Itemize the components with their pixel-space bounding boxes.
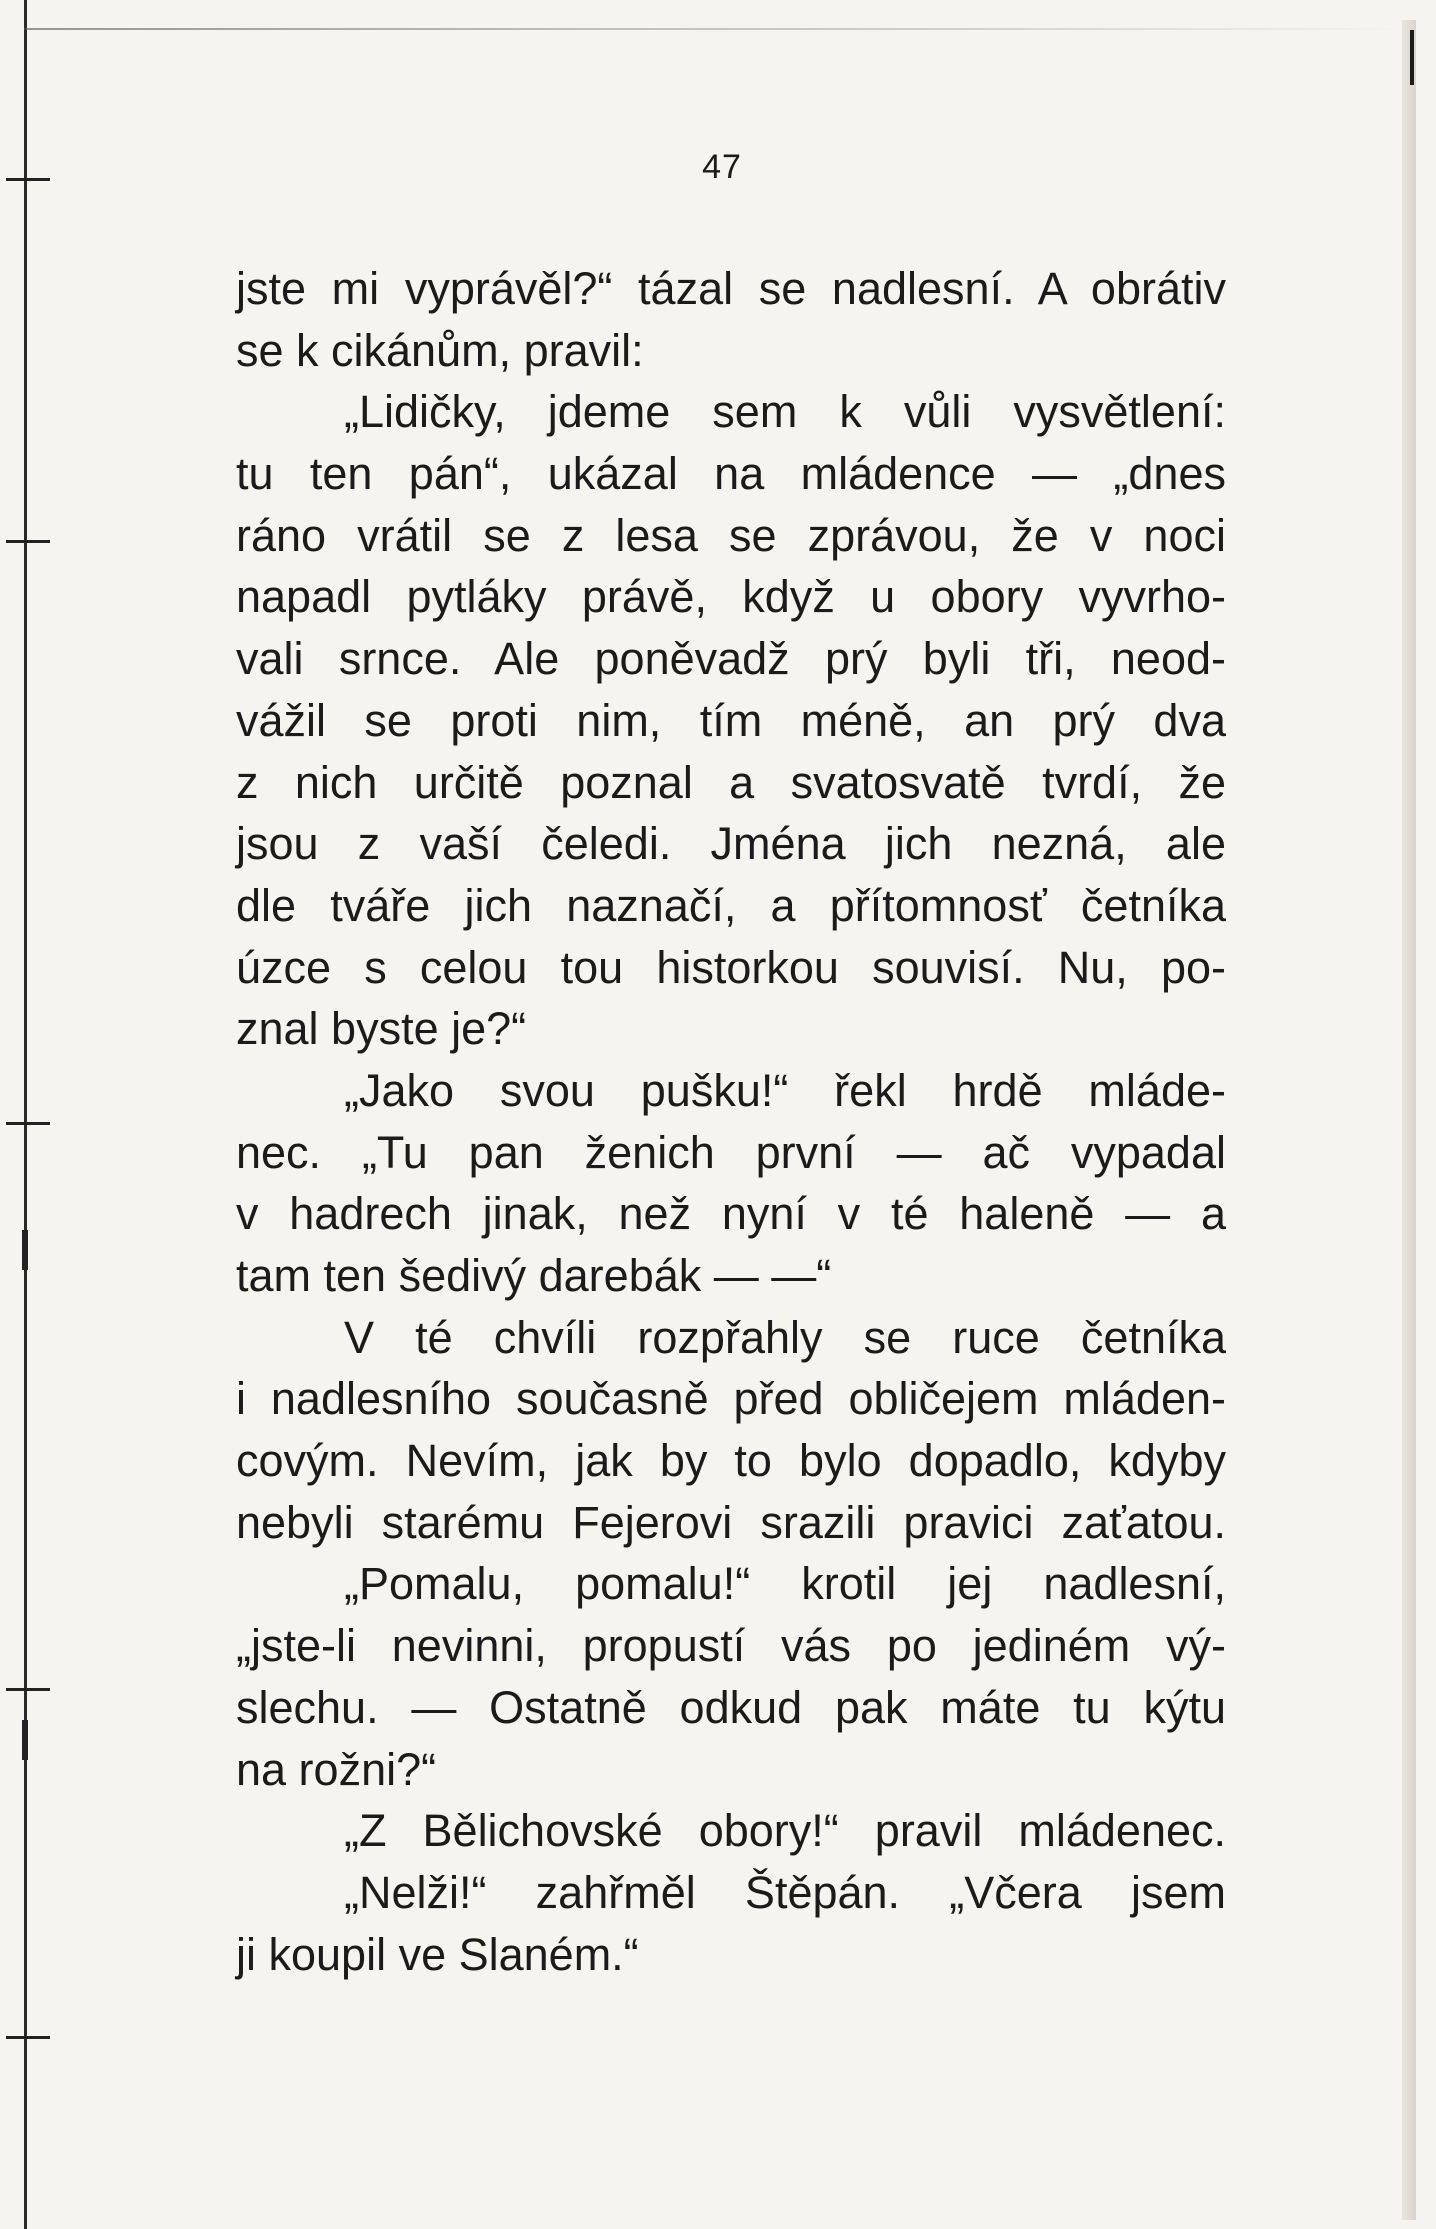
text-line: ráno vrátil se z lesa se zprávou, že v noci [236,509,1226,561]
text-line: jsou z vaší čeledi. Jména jich nezná, ale [236,818,1226,870]
text-line: v hadrech jinak, než nyní v té haleně — a [236,1188,1226,1240]
text-line: V té chvíli rozpřahly se ruce četníka [344,1311,1226,1363]
text-line: nec. „Tu pan ženich první — ač vypadal [236,1126,1226,1178]
text-line: napadl pytláky právě, když u obory vyvrho- [236,571,1226,623]
binding-mark [6,2036,50,2039]
text-line: se k cikánům, pravil: [236,324,644,376]
page-top-edge [24,28,1404,30]
text-line: vali srnce. Ale poněvadž prý byli tři, neod- [236,633,1226,685]
text-line: nebyli starému Fejerovi srazili pravici zaťatou. [236,1496,1226,1548]
text-line: „Jako svou pušku!“ řekl hrdě mláde- [344,1064,1226,1116]
text-line: i nadlesního současně před obličejem mláden- [236,1373,1226,1425]
body-text [236,258,1226,1985]
text-line: tam ten šedivý darebák — —“ [236,1250,832,1301]
text-line: z nich určitě poznal a svatosvatě tvrdí, že [236,756,1226,808]
text-line: slechu. — Ostatně odkud pak máte tu kýtu [236,1681,1226,1733]
text-line: „Z Bělichovské obory!“ pravil mládenec. [344,1805,1226,1857]
text-line: vážil se proti nim, tím méně, an prý dva [236,694,1226,746]
text-line: „Lidičky, jdeme sem k vůli vysvětlení: [344,386,1226,438]
page-number: 47 [702,148,742,186]
page-right-edge [1402,20,1416,2220]
text-line: jste mi vyprávěl?“ tázal se nadlesní. A obrátiv [236,263,1226,314]
binding-mark [22,1720,28,1760]
binding-mark [6,1122,50,1125]
text-line: tu ten pán“, ukázal na mládence — „dnes [236,448,1226,500]
page-left-edge [24,0,27,2229]
page-right-edge-mark [1410,30,1414,85]
text-line: úzce s celou tou historkou souvisí. Nu, po- [236,941,1226,993]
binding-mark [6,1688,50,1691]
text-line: „Pomalu, pomalu!“ krotil jej nadlesní, [344,1558,1226,1610]
text-line: „Nelži!“ zahřměl Štěpán. „Včera jsem [344,1866,1226,1918]
text-line: „jste-li nevinni, propustí vás po jediném vý- [236,1620,1226,1672]
text-line: dle tváře jich naznačí, a přítomnosť četníka [236,879,1226,931]
text-line: ji koupil ve Slaném.“ [236,1928,639,1980]
binding-mark [22,1230,28,1270]
binding-mark [6,540,50,543]
text-line: covým. Nevím, jak by to bylo dopadlo, kdyby [236,1435,1226,1487]
text-line: na rožni?“ [236,1743,437,1795]
text-line: znal byste je?“ [236,1003,527,1055]
